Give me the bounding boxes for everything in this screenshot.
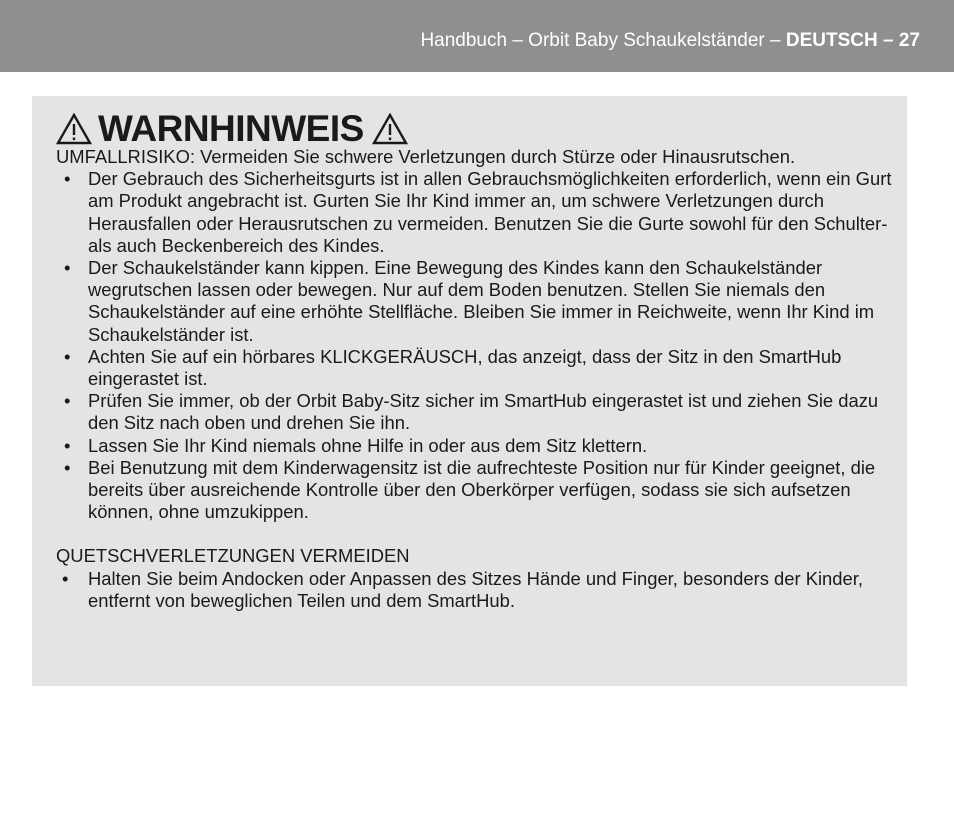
list-item: • Der Gebrauch des Sicherheitsgurts ist in allen Gebrauchsmöglichkeiten erforderlich, wenn ein Gurt am Produkt angebracht ist. Gurten Sie Ihr Kind immer an, um schwere Verletzungen durch Herausfallen oder Herausrutschen zu vermeiden. Benutzen Sie die Gurte sowohl für den Schulter- als auch Beckenbereich des Kindes. <box>56 168 896 257</box>
page-header <box>0 0 954 72</box>
warning-title <box>56 108 408 150</box>
list-item: • Lassen Sie Ihr Kind niemals ohne Hilfe in oder aus dem Sitz klettern. <box>56 435 896 457</box>
list-item: • Prüfen Sie immer, ob der Orbit Baby-Sitz sicher im SmartHub eingerastet ist und ziehen Sie dazu den Sitz nach oben und drehen Sie ihn. <box>56 390 896 434</box>
list-item: • Halten Sie beim Andocken oder Anpassen des Sitzes Hände und Finger, besonders der Kinder, entfernt von beweglichen Teilen und dem SmartHub. <box>56 568 896 612</box>
section-heading-pinch: QUETSCHVERLETZUNGEN VERMEIDEN <box>56 545 410 567</box>
warning-triangle-icon <box>372 113 408 145</box>
list-item: • Bei Benutzung mit dem Kinderwagensitz ist die aufrechteste Position nur für Kinder geeignet, die bereits über ausreichende Kontrolle über den Oberkörper verfügen, sodass sie sich aufsetzen können, ohne umzukippen. <box>56 457 896 524</box>
section-spacer <box>56 523 896 545</box>
header-title <box>420 30 920 52</box>
list-item: • Achten Sie auf ein hörbares KLICKGERÄUSCH, das anzeigt, dass der Sitz in den SmartHub eingerastet ist. <box>56 346 896 390</box>
warning-triangle-icon <box>56 113 92 145</box>
section-heading-tip-over: UMFALLRISIKO: Vermeiden Sie schwere Verletzungen durch Stürze oder Hinausrutschen. <box>56 146 796 167</box>
tip-over-list <box>56 168 896 523</box>
pinch-list <box>56 568 896 612</box>
warning-body <box>56 146 896 612</box>
warning-title-text: WARNHINWEIS <box>98 108 364 149</box>
manual-title: Handbuch – Orbit Baby Schaukelständer – <box>420 30 786 51</box>
warning-box <box>32 96 907 686</box>
list-item: • Der Schaukelständer kann kippen. Eine Bewegung des Kindes kann den Schaukelständer wegrutschen lassen oder bewegen. Nur auf dem Boden benutzen. Stellen Sie niemals den Schaukelständer auf eine erhöhte Stellfläche. Bleiben Sie immer in Reichweite, wenn Ihr Kind im Schaukelständer ist. <box>56 257 896 346</box>
language-page-number: DEUTSCH – 27 <box>785 30 920 51</box>
